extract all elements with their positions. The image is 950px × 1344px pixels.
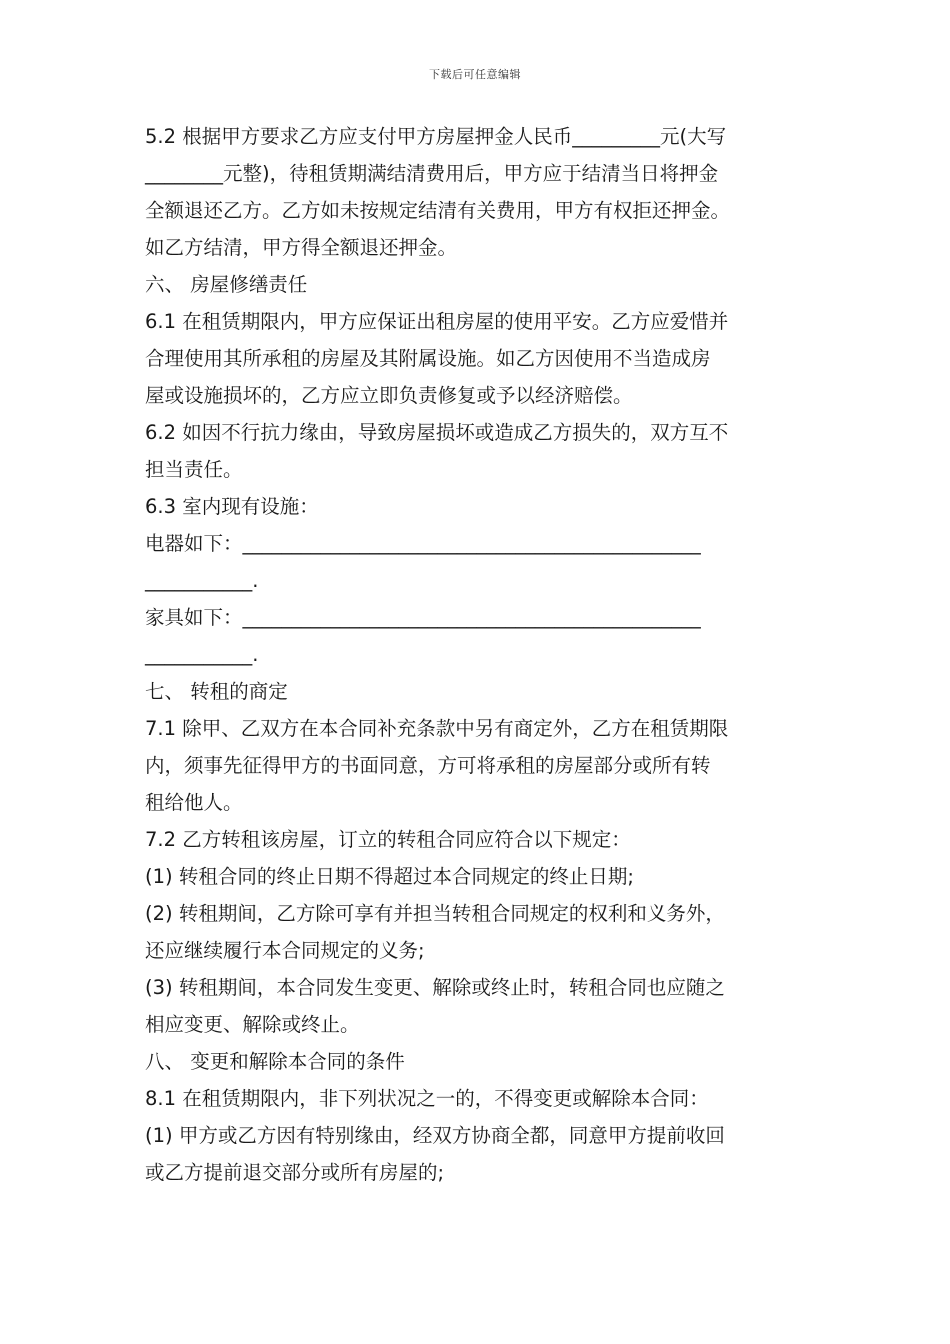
text-line: 6.1 在租赁期限内，甲方应保证出租房屋的使用平安。乙方应爱惜并 xyxy=(145,310,729,333)
section-heading: 七、 转租的商定 xyxy=(145,680,288,703)
furniture-line: 家具如下：_______________________________________________ xyxy=(145,606,701,629)
text-line: 全额退还乙方。乙方如未按规定结清有关费用，甲方有权拒还押金。 xyxy=(145,199,731,222)
text-line: 6.3 室内现有设施： xyxy=(145,495,319,518)
text-line: 5.2 根据甲方要求乙方应支付甲方房屋押金人民币_________元(大写 xyxy=(145,125,727,148)
text-line: 7.1 除甲、乙双方在本合同补充条款中另有商定外，乙方在租赁期限 xyxy=(145,717,729,740)
appliances-line-cont: ___________. xyxy=(145,569,259,592)
header-note: 下载后可任意编辑 xyxy=(429,68,521,81)
text-line: 或乙方提前退交部分或所有房屋的; xyxy=(145,1161,445,1184)
text-line: 担当责任。 xyxy=(145,458,243,481)
text-line: (3) 转租期间，本合同发生变更、解除或终止时，转租合同也应随之 xyxy=(145,976,725,999)
text-line: 8.1 在租赁期限内，非下列状况之一的，不得变更或解除本合同： xyxy=(145,1087,709,1110)
text-line: 7.2 乙方转租该房屋，订立的转租合同应符合以下规定： xyxy=(145,828,631,851)
appliances-line: 电器如下：_______________________________________________ xyxy=(145,532,701,555)
text-line: 相应变更、解除或终止。 xyxy=(145,1013,360,1036)
text-line: (1) 转租合同的终止日期不得超过本合同规定的终止日期; xyxy=(145,865,634,888)
text-line: (2) 转租期间，乙方除可享有并担当转租合同规定的权利和义务外， xyxy=(145,902,725,925)
text-line: 还应继续履行本合同规定的义务; xyxy=(145,939,425,962)
text-line: 屋或设施损坏的，乙方应立即负责修复或予以经济赔偿。 xyxy=(145,384,633,407)
text-line: 内，须事先征得甲方的书面同意，方可将承租的房屋部分或所有转 xyxy=(145,754,711,777)
section-heading: 八、 变更和解除本合同的条件 xyxy=(145,1050,405,1073)
section-heading: 六、 房屋修缮责任 xyxy=(145,273,308,296)
text-line: ________元整)，待租赁期满结清费用后，甲方应于结清当日将押金 xyxy=(145,162,719,185)
text-line: 如乙方结清，甲方得全额退还押金。 xyxy=(145,236,458,259)
contract-body xyxy=(145,118,825,1191)
text-line: (1) 甲方或乙方因有特别缘由，经双方协商全都，同意甲方提前收回 xyxy=(145,1124,725,1147)
text-line: 合理使用其所承租的房屋及其附属设施。如乙方因使用不当造成房 xyxy=(145,347,711,370)
furniture-line-cont: ___________. xyxy=(145,643,259,666)
text-line: 6.2 如因不行抗力缘由，导致房屋损坏或造成乙方损失的，双方互不 xyxy=(145,421,729,444)
text-line: 租给他人。 xyxy=(145,791,243,814)
